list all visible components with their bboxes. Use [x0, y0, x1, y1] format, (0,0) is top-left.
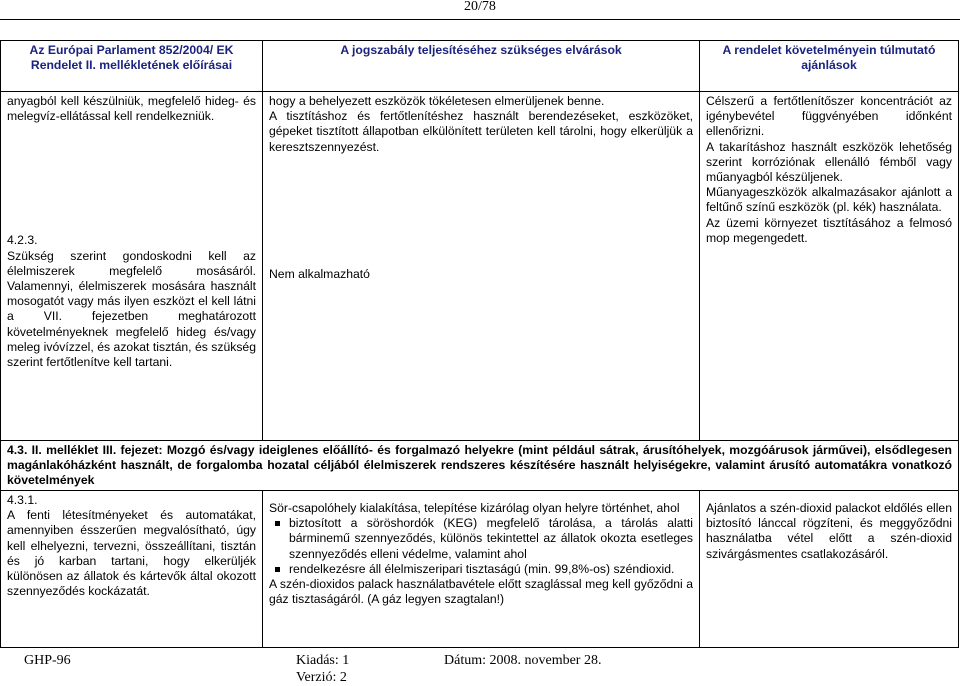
header-regulation: Az Európai Parlament 852/2004/ EK Rendelet II. mellékletének előírásai	[1, 41, 263, 92]
list-item: rendelkezésre áll élelmiszeripari tisztaságú (min. 99,8%-os) széndioxid.	[289, 562, 693, 577]
table-row	[1, 491, 959, 648]
requirements-table	[0, 40, 959, 648]
not-applicable-text: Nem alkalmazható	[269, 266, 370, 281]
recommendation-cell	[700, 491, 959, 648]
recommendation-text: Célszerű a fertőtlenítőszer koncentrációt az igénybevétel függvényében időnként ellenőrizni.	[706, 94, 952, 139]
recommendation-text: A takarításhoz használt eszközök lehetőség szerint korróziónak ellenálló fémből vagy műanyagból készüljenek.	[706, 139, 952, 185]
recommendation-text: Műanyageszközök alkalmazásakor ajánlott a feltűnő színű eszközök (pl. kék) használata.	[706, 185, 952, 215]
list-item: biztosított a söröshordók (KEG) megfelelő tárolása, a tárolás alatti bárminemű szennyeződés, különös tekintettel az állatok okozta esetleges szennyeződés elleni védelme, valamint ahol	[289, 516, 693, 561]
expectation-cell	[263, 491, 700, 648]
footer-date: Dátum: 2008. november 28.	[444, 653, 602, 668]
regulation-cell	[1, 92, 263, 441]
regulation-cell	[1, 491, 263, 648]
recommendation-text: Ajánlatos a szén-dioxid palackot eldőlés ellen biztosító lánccal rögzíteni, és meggyőződni használatba vétel előtt a szén-dioxid szivárgásmentes csatlakozásáról.	[706, 501, 952, 561]
regulation-text: A fenti létesítményeket és automatákat, amennyiben ésszerűen megvalósítható, úgy kell elhelyezni, tervezni, összeállítani, tisztán és jó karban tartani, hogy elkerüljék különösen az állatok és kártevők által okozott szennyeződés kockázatát.	[7, 508, 256, 599]
expectation-text: A tisztításhoz és fertőtlenítéshez használt berendezéseket, eszközöket, gépeket tisztított állapotban elkülönített területen kell tárolni, hogy elkerüljük a keresztszennyezést.	[269, 109, 693, 154]
footer-version: Verzió: 2	[296, 670, 347, 685]
header-expectations: A jogszabály teljesítéséhez szükséges elvárások	[263, 41, 700, 92]
expectation-text: Sör-csapolóhely kialakítása, telepítése kizárólag olyan helyre történhet, ahol	[269, 501, 680, 515]
recommendation-cell	[700, 92, 959, 441]
recommendation-text: Az üzemi környezet tisztításához a felmosó mop megengedett.	[706, 215, 952, 245]
expectation-cell	[263, 92, 700, 441]
footer-code: GHP-96	[24, 653, 71, 668]
header-row	[1, 41, 959, 92]
top-rule	[0, 19, 960, 20]
expectation-text: hogy a behelyezett eszközök tökéletesen elmerüljenek benne.	[269, 94, 605, 108]
regulation-text: Szükség szerint gondoskodni kell az élelmiszerek megfelelő mosásáról. Valamennyi, élelmiszerek mosására használt mosogatót vagy más ilyen eszközt el kell látni a VII. fejezetben meghatározott követelményeknek megfelelő hideg és/vagy meleg ivóvízzel, és azokat tisztán, és szükség szerint fertőtlenítve kell tartani.	[7, 248, 256, 370]
table-row	[1, 92, 959, 441]
section-number: 4.3.1.	[7, 493, 38, 507]
section-row	[1, 441, 959, 491]
section-number: 4.2.3.	[7, 233, 38, 248]
footer-issue: Kiadás: 1	[296, 653, 350, 668]
regulation-text: anyagból kell készülniük, megfelelő hideg- és melegvíz-ellátással kell rendelkezniük.	[7, 94, 256, 124]
page-number: 20/78	[464, 0, 496, 14]
section-title: 4.3. II. melléklet III. fejezet: Mozgó és/vagy ideiglenes előállító- és forgalmazó helyekre (mint például sátrak, árusítóhelyek, mozgóárusok járművei), elsődlegesen magánlakóházként használt, de forgalomba hozatal céljából élelmiszerek rendszeres készítésére használt helyiségekre, valamint árusító automatákra vonatkozó követelmények	[1, 441, 959, 491]
header-recommendations: A rendelet követelményein túlmutató ajánlások	[700, 41, 959, 92]
expectation-text: A szén-dioxidos palack használatbavétele előtt szaglással meg kell győződni a gáz tisztaságáról. (A gáz legyen szagtalan!)	[269, 577, 693, 607]
bullet-list	[269, 516, 693, 577]
